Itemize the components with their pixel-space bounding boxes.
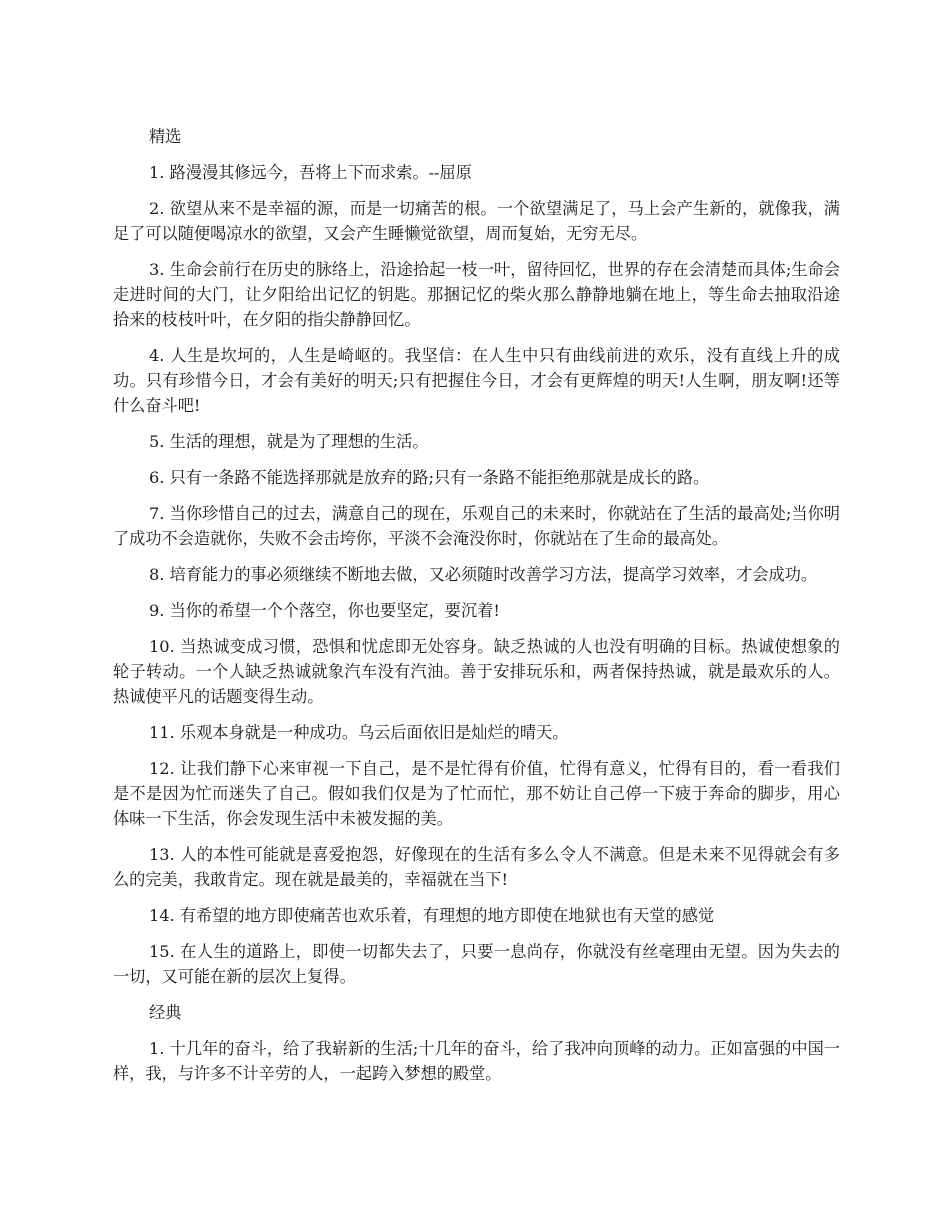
- quote-paragraph: 5. 生活的理想，就是为了理想的生活。: [149, 432, 429, 451]
- quote-paragraph: 8. 培育能力的事必须继续不断地去做，又必须随时改善学习方法，提高学习效率，才会成功。: [149, 565, 818, 584]
- quote-paragraph: 14. 有希望的地方即使痛苦也欢乐着，有理想的地方即使在地狱也有天堂的感觉: [149, 906, 715, 925]
- quote-paragraph: 10. 当热诚变成习惯，恐惧和忧虑即无处容身。缺乏热诚的人也没有明确的目标。热诚使想象的轮子转动。一个人缺乏热诚就象汽车没有汽油。善于安排玩乐和，两者保持热诚，就是最欢乐的人。热诚使平凡的话题变得生动。: [113, 637, 840, 706]
- section-heading-jingdian: 经典: [149, 1003, 182, 1022]
- quote-paragraph: 3. 生命会前行在历史的脉络上，沿途拾起一枝一叶，留待回忆，世界的存在会清楚而具体;生命会走进时间的大门，让夕阳给出记忆的钥匙。那捆记忆的柴火那么静静地躺在地上，等生命去抽取沿途拾来的枝枝叶叶，在夕阳的指尖静静回忆。: [113, 260, 840, 329]
- quote-paragraph: 15. 在人生的道路上，即使一切都失去了，只要一息尚存，你就没有丝毫理由无望。因为失去的一切，又可能在新的层次上复得。: [113, 942, 840, 986]
- quote-paragraph: 6. 只有一条路不能选择那就是放弃的路;只有一条路不能拒绝那就是成长的路。: [149, 468, 710, 487]
- quote-paragraph: 1. 十几年的奋斗，给了我崭新的生活;十几年的奋斗，给了我冲向顶峰的动力。正如富强的中国一样，我，与许多不计辛劳的人，一起跨入梦想的殿堂。: [113, 1039, 840, 1083]
- quote-paragraph: 11. 乐观本身就是一种成功。乌云后面依旧是灿烂的晴天。: [149, 723, 569, 742]
- document-body: [113, 124, 840, 1097]
- quote-paragraph: 7. 当你珍惜自己的过去，满意自己的现在，乐观自己的未来时，你就站在了生活的最高处;当你明了成功不会造就你，失败不会击垮你，平淡不会淹没你时，你就站在了生命的最高处。: [113, 504, 840, 548]
- quote-paragraph: 4. 人生是坎坷的，人生是崎岖的。我坚信：在人生中只有曲线前进的欢乐，没有直线上升的成功。只有珍惜今日，才会有美好的明天;只有把握住今日，才会有更辉煌的明天!人生啊，朋友啊!还等什么奋斗吧!: [113, 346, 840, 415]
- quote-paragraph: 9. 当你的希望一个个落空，你也要坚定，要沉着!: [149, 601, 500, 620]
- quote-paragraph: 13. 人的本性可能就是喜爱抱怨，好像现在的生活有多么令人不满意。但是未来不见得就会有多么的完美，我敢肯定。现在就是最美的，幸福就在当下!: [113, 845, 840, 889]
- quote-paragraph: 1. 路漫漫其修远今，吾将上下而求索。--屈原: [149, 163, 472, 182]
- section-heading-jingxuan: 精选: [149, 127, 182, 146]
- quote-paragraph: 12. 让我们静下心来审视一下自己，是不是忙得有价值，忙得有意义，忙得有目的，看一看我们是不是因为忙而迷失了自己。假如我们仅是为了忙而忙，那不妨让自己停一下疲于奔命的脚步，用心体味一下生活，你会发现生活中未被发掘的美。: [113, 759, 840, 828]
- quote-paragraph: 2. 欲望从来不是幸福的源，而是一切痛苦的根。一个欲望满足了，马上会产生新的，就像我，满足了可以随便喝凉水的欲望，又会产生睡懒觉欲望，周而复始，无穷无尽。: [113, 199, 840, 243]
